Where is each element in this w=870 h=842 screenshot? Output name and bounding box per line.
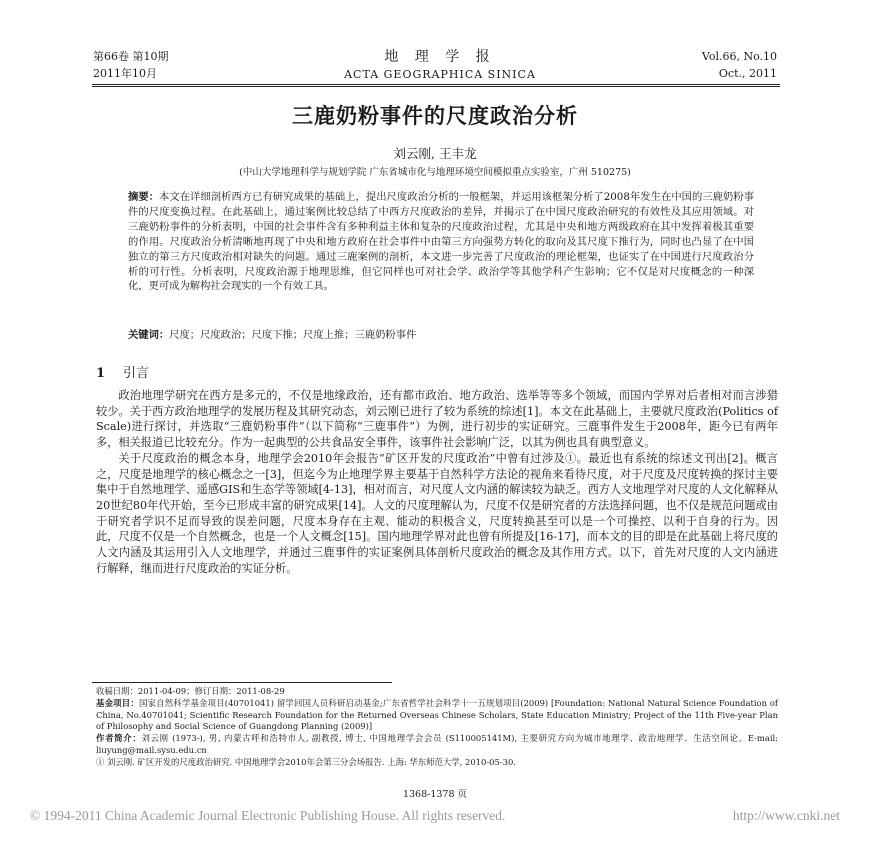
running-header-right	[702, 48, 777, 82]
body-text	[96, 388, 778, 576]
header-rule-thin	[92, 86, 780, 87]
keywords-text: 尺度；尺度政治；尺度下推；尺度上推；三鹿奶粉事件	[169, 329, 417, 341]
footnote-1: ① 刘云刚. 矿区开发的尺度政治研究. 中国地理学会2010年会第三分会场报告. 上海: 华东师范大学, 2010-05-30.	[96, 756, 516, 767]
page-range: 1368-1378 页	[402, 789, 468, 800]
funding-note	[96, 698, 778, 733]
journal-name-en: ACTA GEOGRAPHICA SINICA	[344, 68, 536, 81]
issue-date: 2011年10月	[93, 67, 157, 80]
volume-issue-en: Vol.66, No.10	[701, 50, 777, 63]
site-watermark: http://www.cnki.net	[732, 808, 840, 823]
running-header-center	[300, 46, 580, 81]
funding-label: 基金项目：	[96, 697, 139, 708]
footnote-rule	[92, 682, 392, 683]
section-title: 引言	[123, 366, 150, 381]
author-bio	[96, 733, 778, 757]
paragraph: 关于尺度政治的概念本身，地理学会2010年会报告“矿区开发的尺度政治”中曾有过涉及①。最近也有系统的综述文刊出[2]。概言之，尺度是地理学的核心概念之一[3]，但迄今为止地理学界主要基于自然科学方法论的视角来看待尺度，对于尺度及尺度转换的探讨主要集中于自然地理学、遥感GIS和生态学等领域[4-13]，相对而言，对尺度人文内涵的解读较为缺乏。西方人文地理学对尺度的人文化解释从20世纪80年代开始，至今已形成丰富的研究成果[14]。人文的尺度理解认为，尺度不仅是研究者的方法选择问题，也不仅是规范问题或由于研究者学识不足而导致的误差问题，尺度本身存在主观、能动的积极含义，尺度转换甚至可以是一个可操控、以利于自身的行为。因此，尺度不仅是一个自然概念，也是一个人文概念[15]。国内地理学界对此也曾有所提及[16-17]，而本文的目的即是在此基础上将尺度的人文内涵及其运用引入人文地理学，并通过三鹿事件的实证案例具体剖析尺度政治的概念及其作用方式。以下，首先对尺度的人文内涵进行解释，继而进行尺度政治的实证分析。	[96, 451, 778, 575]
section-number: 1	[96, 366, 106, 381]
copyright-watermark: © 1994-2011 China Academic Journal Electronic Publishing House. All rights reserved.	[30, 808, 506, 823]
funding-text: 国家自然科学基金项目(40701041) 留学回国人员科研启动基金;广东省哲学社会科学十一五规划项目(2009) [Foundation: National Natural Science Foundation of China, No.40701041; Scientific Research Foundation for the Returned Overseas Chinese Scholars, State Education Ministry; Project of the 11th Five-year Plan of Philosophy and Social Science of Guangdong Planning (2009)]	[96, 697, 779, 732]
journal-name-cn: 地 理 学 报	[384, 49, 496, 65]
volume-issue: 第66卷 第10期	[93, 50, 169, 63]
paragraph: 政治地理学研究在西方是多元的，不仅是地缘政治，还有都市政治、地方政治、选举等等多个领域，而国内学界对后者相对而言涉猎较少。关于西方政治地理学的发展历程及其研究动态，刘云刚已进行了较为系统的综述[1]。本文在此基础上，主要就尺度政治(Politics of Scale)进行探讨，并选取“三鹿奶粉事件”（以下简称“三鹿事件”）为例，进行初步的实证研究。三鹿事件发生于2008年，距今已有两年多，相关报道已比较充分。作为一起典型的公共食品安全事件，该事件社会影响广泛，以其为例也具有典型意义。	[96, 389, 778, 450]
footnotes	[96, 686, 778, 769]
keywords	[128, 326, 754, 341]
abstract-text: 本文在详细剖析西方已有研究成果的基础上，提出尺度政治分析的一般框架，并运用该框架分析了2008年发生在中国的三鹿奶粉事件的尺度变换过程。在此基础上，通过案例比较总结了中西方尺度政治的差异，并揭示了在中国尺度政治研究的有效性及其应用领域。对三鹿奶粉事件的分析表明，中国的社会事件含有多种利益主体和复杂的尺度政治过程，尤其是中央和地方两级政府在其中发挥着极其重要的作用。尺度政治分析清晰地再现了中央和地方政府在社会事件中由第三方向强势方转化的取向及其尺度下推行为，同时也凸显了在中国独立的第三方尺度政治相对缺失的问题。通过三鹿案例的剖析，本文进一步完善了尺度政治的理论框架，也证实了在中国进行尺度政治分析的可行性。分析表明，尺度政治源于地理思维，但它同样也可对社会学、政治学等其他学科产生影响；它不仅是对尺度概念的一种深化，更可成为解构社会现实的一个有效工具。	[128, 191, 755, 293]
affiliation: (中山大学地理科学与规划学院 广东省城市化与地理环境空间模拟重点实验室，广州 510275)	[239, 167, 631, 178]
authors: 刘云刚, 王丰龙	[393, 146, 477, 161]
header-rule	[92, 84, 780, 85]
article-title: 三鹿奶粉事件的尺度政治分析	[292, 103, 578, 128]
issue-date-en: Oct., 2011	[718, 67, 777, 80]
keywords-label: 关键词：	[128, 329, 170, 341]
received-dates: 收稿日期：2011-04-09；修订日期：2011-08-29	[96, 686, 285, 696]
author-bio-label: 作者简介：	[96, 733, 142, 744]
section-heading	[96, 362, 149, 381]
abstract	[128, 190, 754, 294]
abstract-label: 摘要：	[128, 191, 160, 203]
running-header-left	[93, 48, 169, 82]
author-bio-text: 刘云刚 (1973-), 男, 内蒙古呼和浩特市人, 副教授, 博士, 中国地理学会会员 (S110005141M), 主要研究方向为城市地理学、政治地理学、生活空间论。E-mail: liuyung@mail.sysu.edu.cn	[96, 733, 779, 755]
